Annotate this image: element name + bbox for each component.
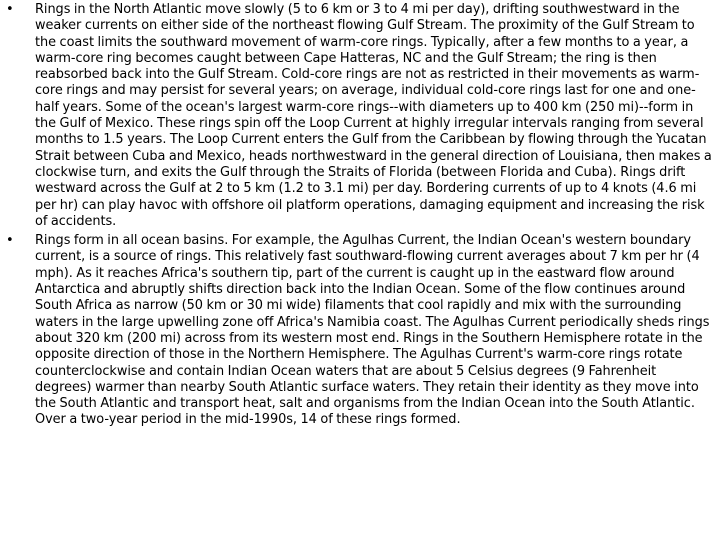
bullet-text: Rings form in all ocean basins. For example, the Agulhas Current, the Indian Ocean's western boundary current, is a source of rings. This relatively fast southward-flowing current averages about 7 km per hr (4 mph). As it reaches Africa's southern tip, part of the current is caught up in the eastward flow around Antarctica and abruptly shifts direction back into the Indian Ocean. Some of the flow continues around South Africa as narrow (50 km or 30 mi wide) filaments that cool rapidly and mix with the surrounding waters in the large upwelling zone off Africa's Namibia coast. The Agulhas Current periodically sheds rings about 320 km (200 mi) across from its western most end. Rings in the Southern Hemisphere rotate in the opposite direction of those in the Northern Hemisphere. The Agulhas Current's warm-core rings rotate counterclockwise and contain Indian Ocean waters that are about 5 Celsius degrees (9 Fahrenheit degrees) warmer than nearby South Atlantic surface waters. They retain their identity as they move into the South Atlantic and transport heat, salt and organisms from the Indian Ocean into the South Atlantic. Over a two-year period in the mid-1990s, 14 of these rings formed. [35, 233, 710, 428]
bullet-item-agulhas-rings [6, 233, 714, 429]
bullet-item-north-atlantic-rings [6, 2, 714, 230]
bullet-dot-icon: • [6, 233, 14, 249]
bullet-dot-icon: • [6, 2, 14, 17]
bullet-list [6, 2, 714, 432]
bullet-text: Rings in the North Atlantic move slowly (5 to 6 km or 3 to 4 mi per day), drifting southwestward in the weaker currents on either side of the northeast flowing Gulf Stream. The proximity of the Gulf Stream to the coast limits the southward movement of warm-core rings. Typically, after a few months to a year, a warm-core ring becomes caught between Cape Hatteras, NC and the Gulf Stream; the ring is then reabsorbed back into the Gulf Stream. Cold-core rings are not as restricted in their movements as warm-core rings and may persist for several years; on average, individual cold-core rings last for one and one-half years. Some of the ocean's largest warm-core rings--with diameters up to 400 km (250 mi)--form in the Gulf of Mexico. These rings spin off the Loop Current at highly irregular intervals ranging from several months to 1.5 years. The Loop Current enters the Gulf from the Caribbean by flowing through the Yucatan Strait between Cuba and Mexico, heads northwestward in the general direction of Louisiana, then makes a clockwise turn, and exits the Gulf through the Straits of Florida (between Florida and Cuba). Rings drift westward across the Gulf at 2 to 5 km (1.2 to 3.1 mi) per day. Bordering currents of up to 4 knots (4.6 mi per hr) can play havoc with offshore oil platform operations, damaging equipment and increasing the risk of accidents. [35, 2, 712, 229]
